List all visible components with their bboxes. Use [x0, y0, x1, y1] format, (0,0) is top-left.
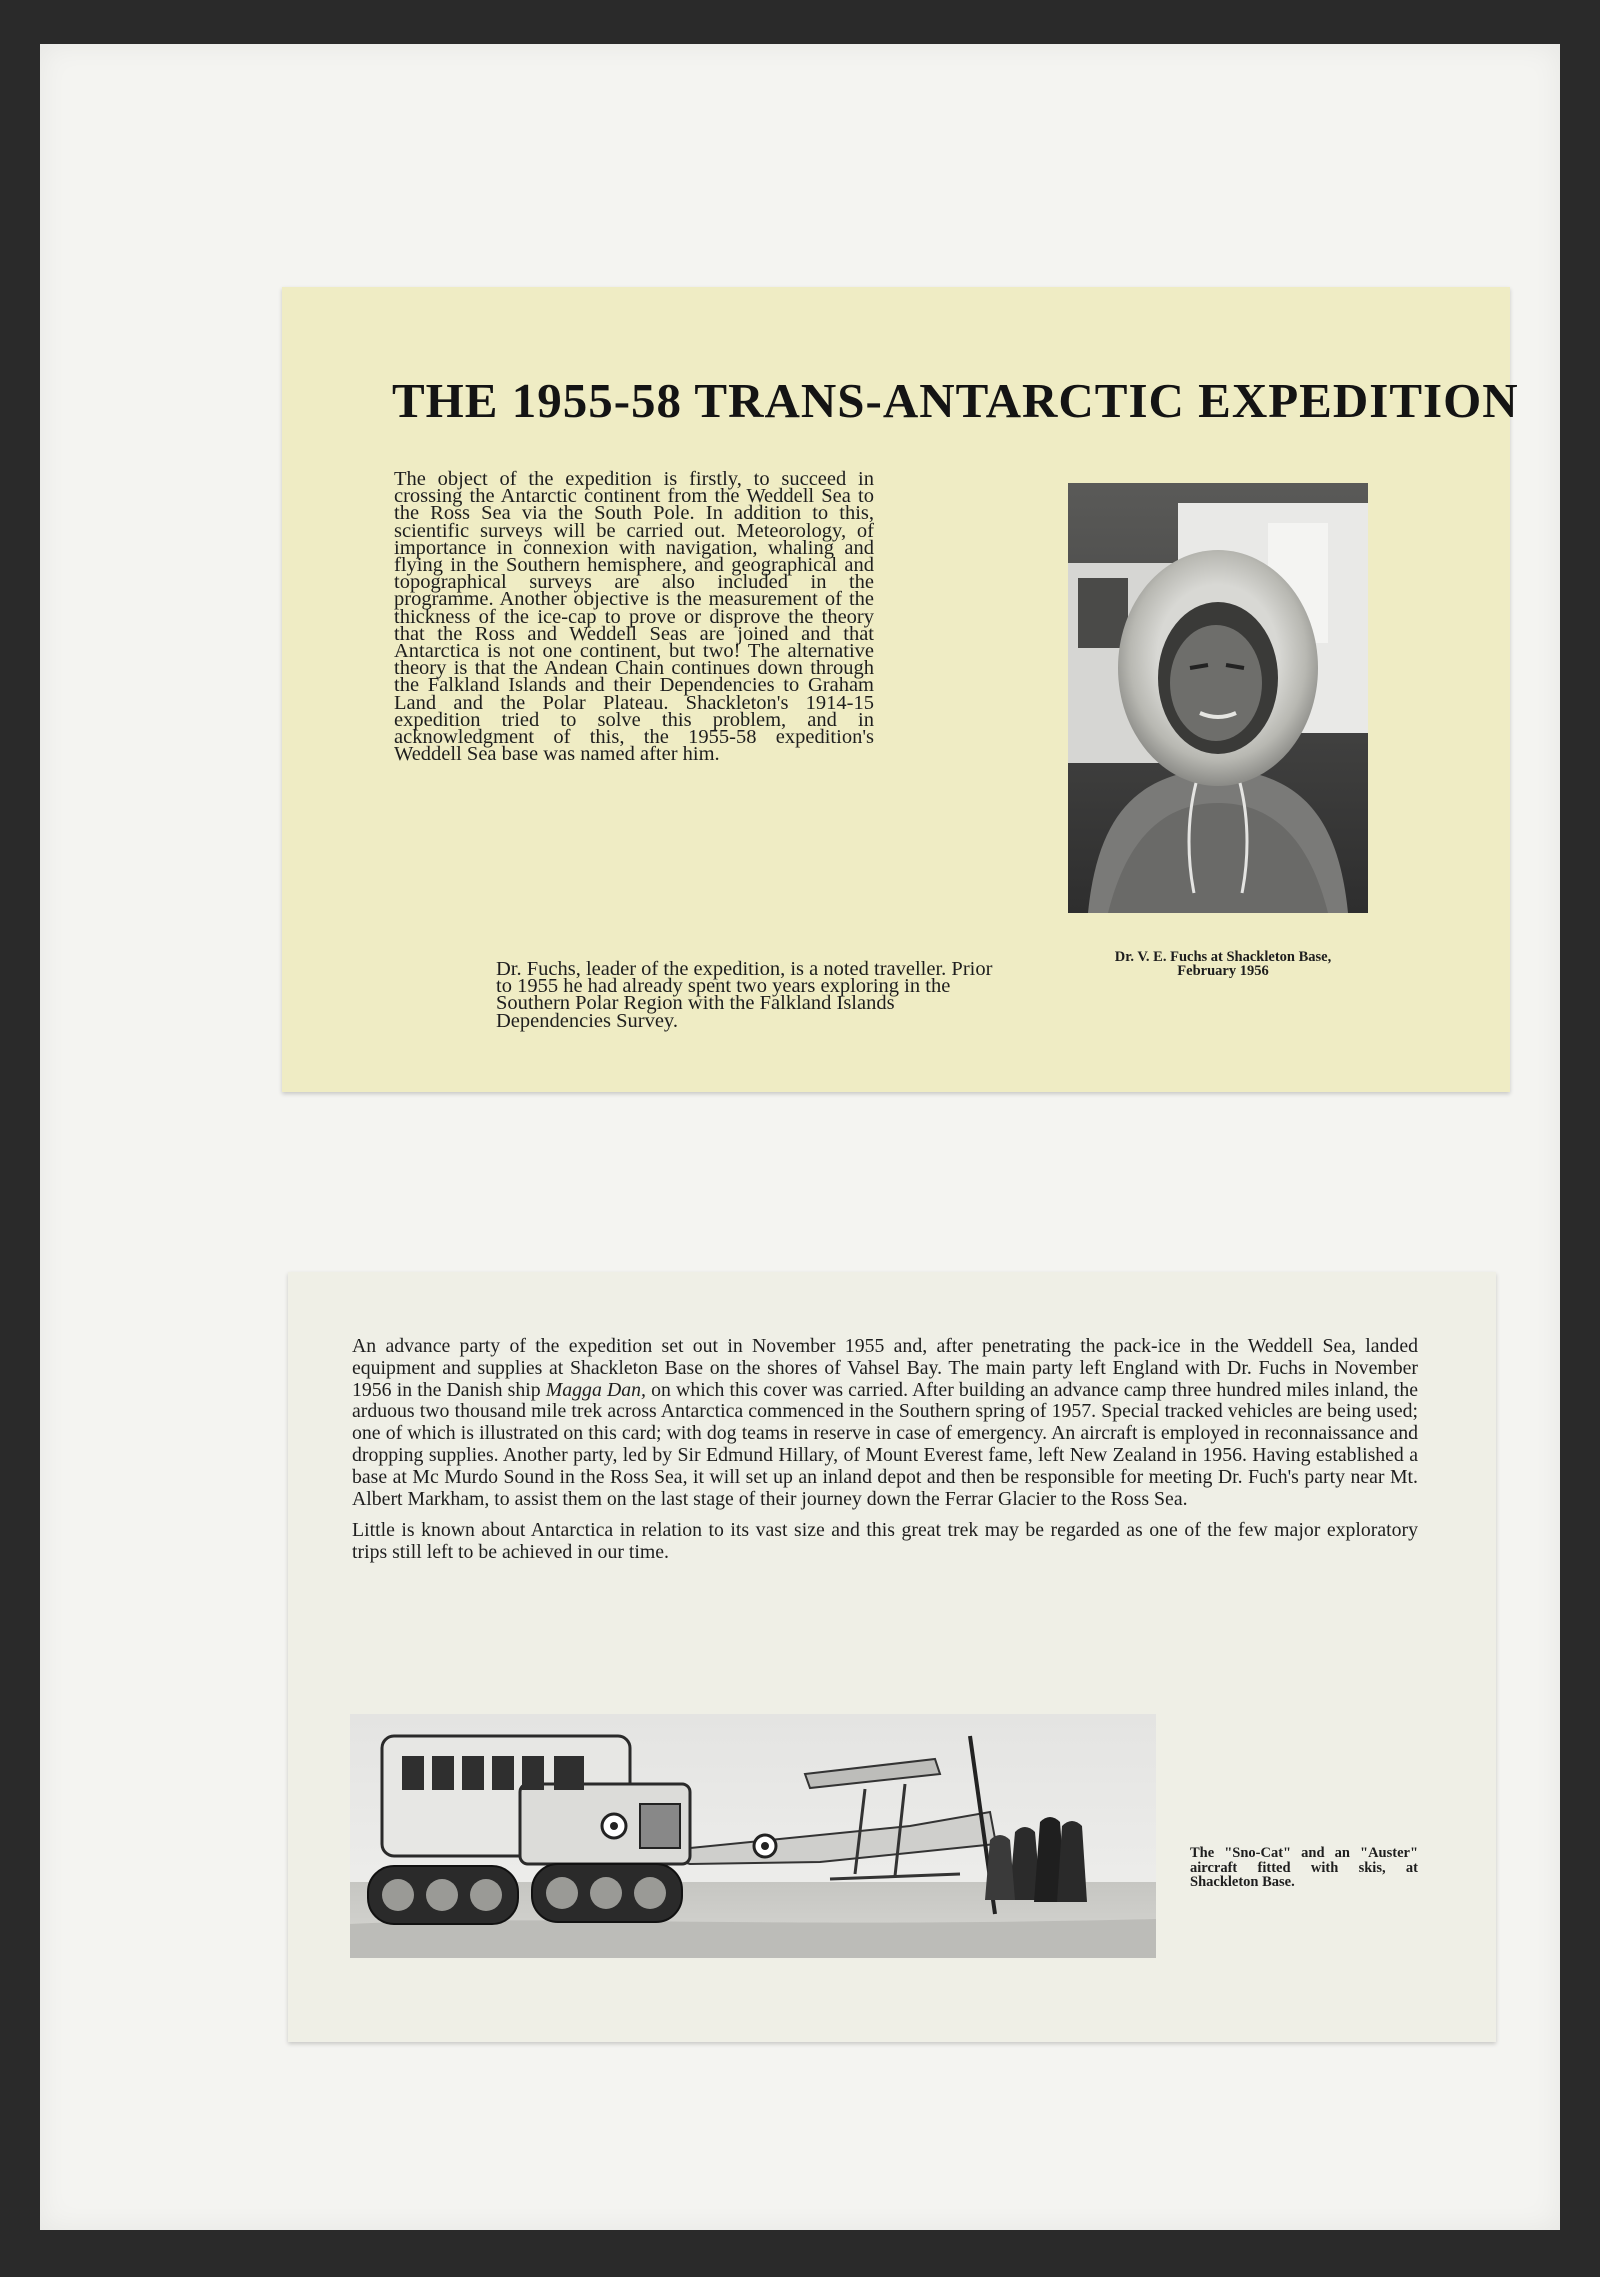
route-text-block — [352, 1336, 1418, 1564]
portrait-caption — [1058, 950, 1388, 978]
route-paragraph-1 — [352, 1336, 1418, 1510]
route-paragraph-2: Little is known about Antarctica in relation to its vast size and this great trek may be regarded as one of the few major exploratory trips still left to be achieved in our time. — [352, 1519, 1418, 1564]
route-paragraph-1a: An advance party of the expedition set out in November 1955 and, after penetrating the pack-ice in the Weddell Sea, landed equipment and supplies at Shackleton Base on the shores of Vahsel Bay. The main party left England with Dr. Fuchs in November 1956 in the Danish ship — [352, 1335, 1418, 1401]
portrait-image — [1068, 483, 1368, 913]
ship-name: Magga Dan, — [545, 1378, 646, 1401]
expedition-route-card — [288, 1272, 1496, 2042]
snocat-image — [350, 1714, 1156, 1958]
snocat-aircraft-photo — [350, 1714, 1156, 1958]
snocat-caption: The "Sno-Cat" and an "Auster" aircraft fitted with skis, at Shackleton Base. — [1190, 1845, 1418, 1890]
fuchs-portrait-photo — [1068, 483, 1368, 913]
fuchs-paragraph: Dr. Fuchs, leader of the expedition, is a noted traveller. Prior to 1955 he had already spent two years exploring in the Southern Polar Region with the Falkland Islands Dependencies Survey. — [496, 958, 993, 1032]
route-paragraph-1b: on which this cover was carried. After building an advance camp three hundred miles inland, the arduous two thousand mile trek across Antarctica commenced in the Southern spring of 1957. Special tracked vehicles are being used; one of which is illustrated on this card; with dog teams in reserve in case of emergency. An aircraft is employed in reconnaissance and dropping supplies. Another party, led by Sir Edmund Hillary, of Mount Everest fame, left New Zealand in 1956. Having established a base at Mc Murdo Sound in the Ross Sea, it will set up an inland depot and then be responsible for meeting Dr. Fuch's party near Mt. Albert Markham, to assist them on the last stage of their journey down the Ferrar Glacier to the Ross Sea. — [352, 1378, 1418, 1510]
album-page — [40, 44, 1560, 2230]
portrait-caption-line1: Dr. V. E. Fuchs at Shackleton Base, — [1114, 949, 1332, 965]
expedition-info-card — [282, 287, 1519, 1092]
intro-paragraph: The object of the expedition is firstly, to succeed in crossing the Antarctic continent from the Weddell Sea to the Ross Sea via the South Pole. In addition to this, scientific surveys will be carried out. Meteorology, of importance in connexion with navigation, whaling and flying in the Southern hemisphere, and geographical and topographical surveys are also included in the programme. Another objective is the measurement of the thickness of the ice-cap to prove or disprove the theory that the Ross and Weddell Seas are joined and that Antarctica is not one continent, but two! The alternative theory is that the Andean Chain continues down through the Falkland Islands and their Dependencies to Graham Land and the Polar Plateau. Shackleton's 1914-15 expedition tried to solve this problem, and in acknowledgment of this, the 1955-58 expedition's Weddell Sea base was named after him. — [394, 468, 874, 766]
card-title: THE 1955-58 TRANS-ANTARCTIC EXPEDITION — [392, 373, 1519, 428]
portrait-caption-line2: February 1956 — [1177, 963, 1269, 979]
